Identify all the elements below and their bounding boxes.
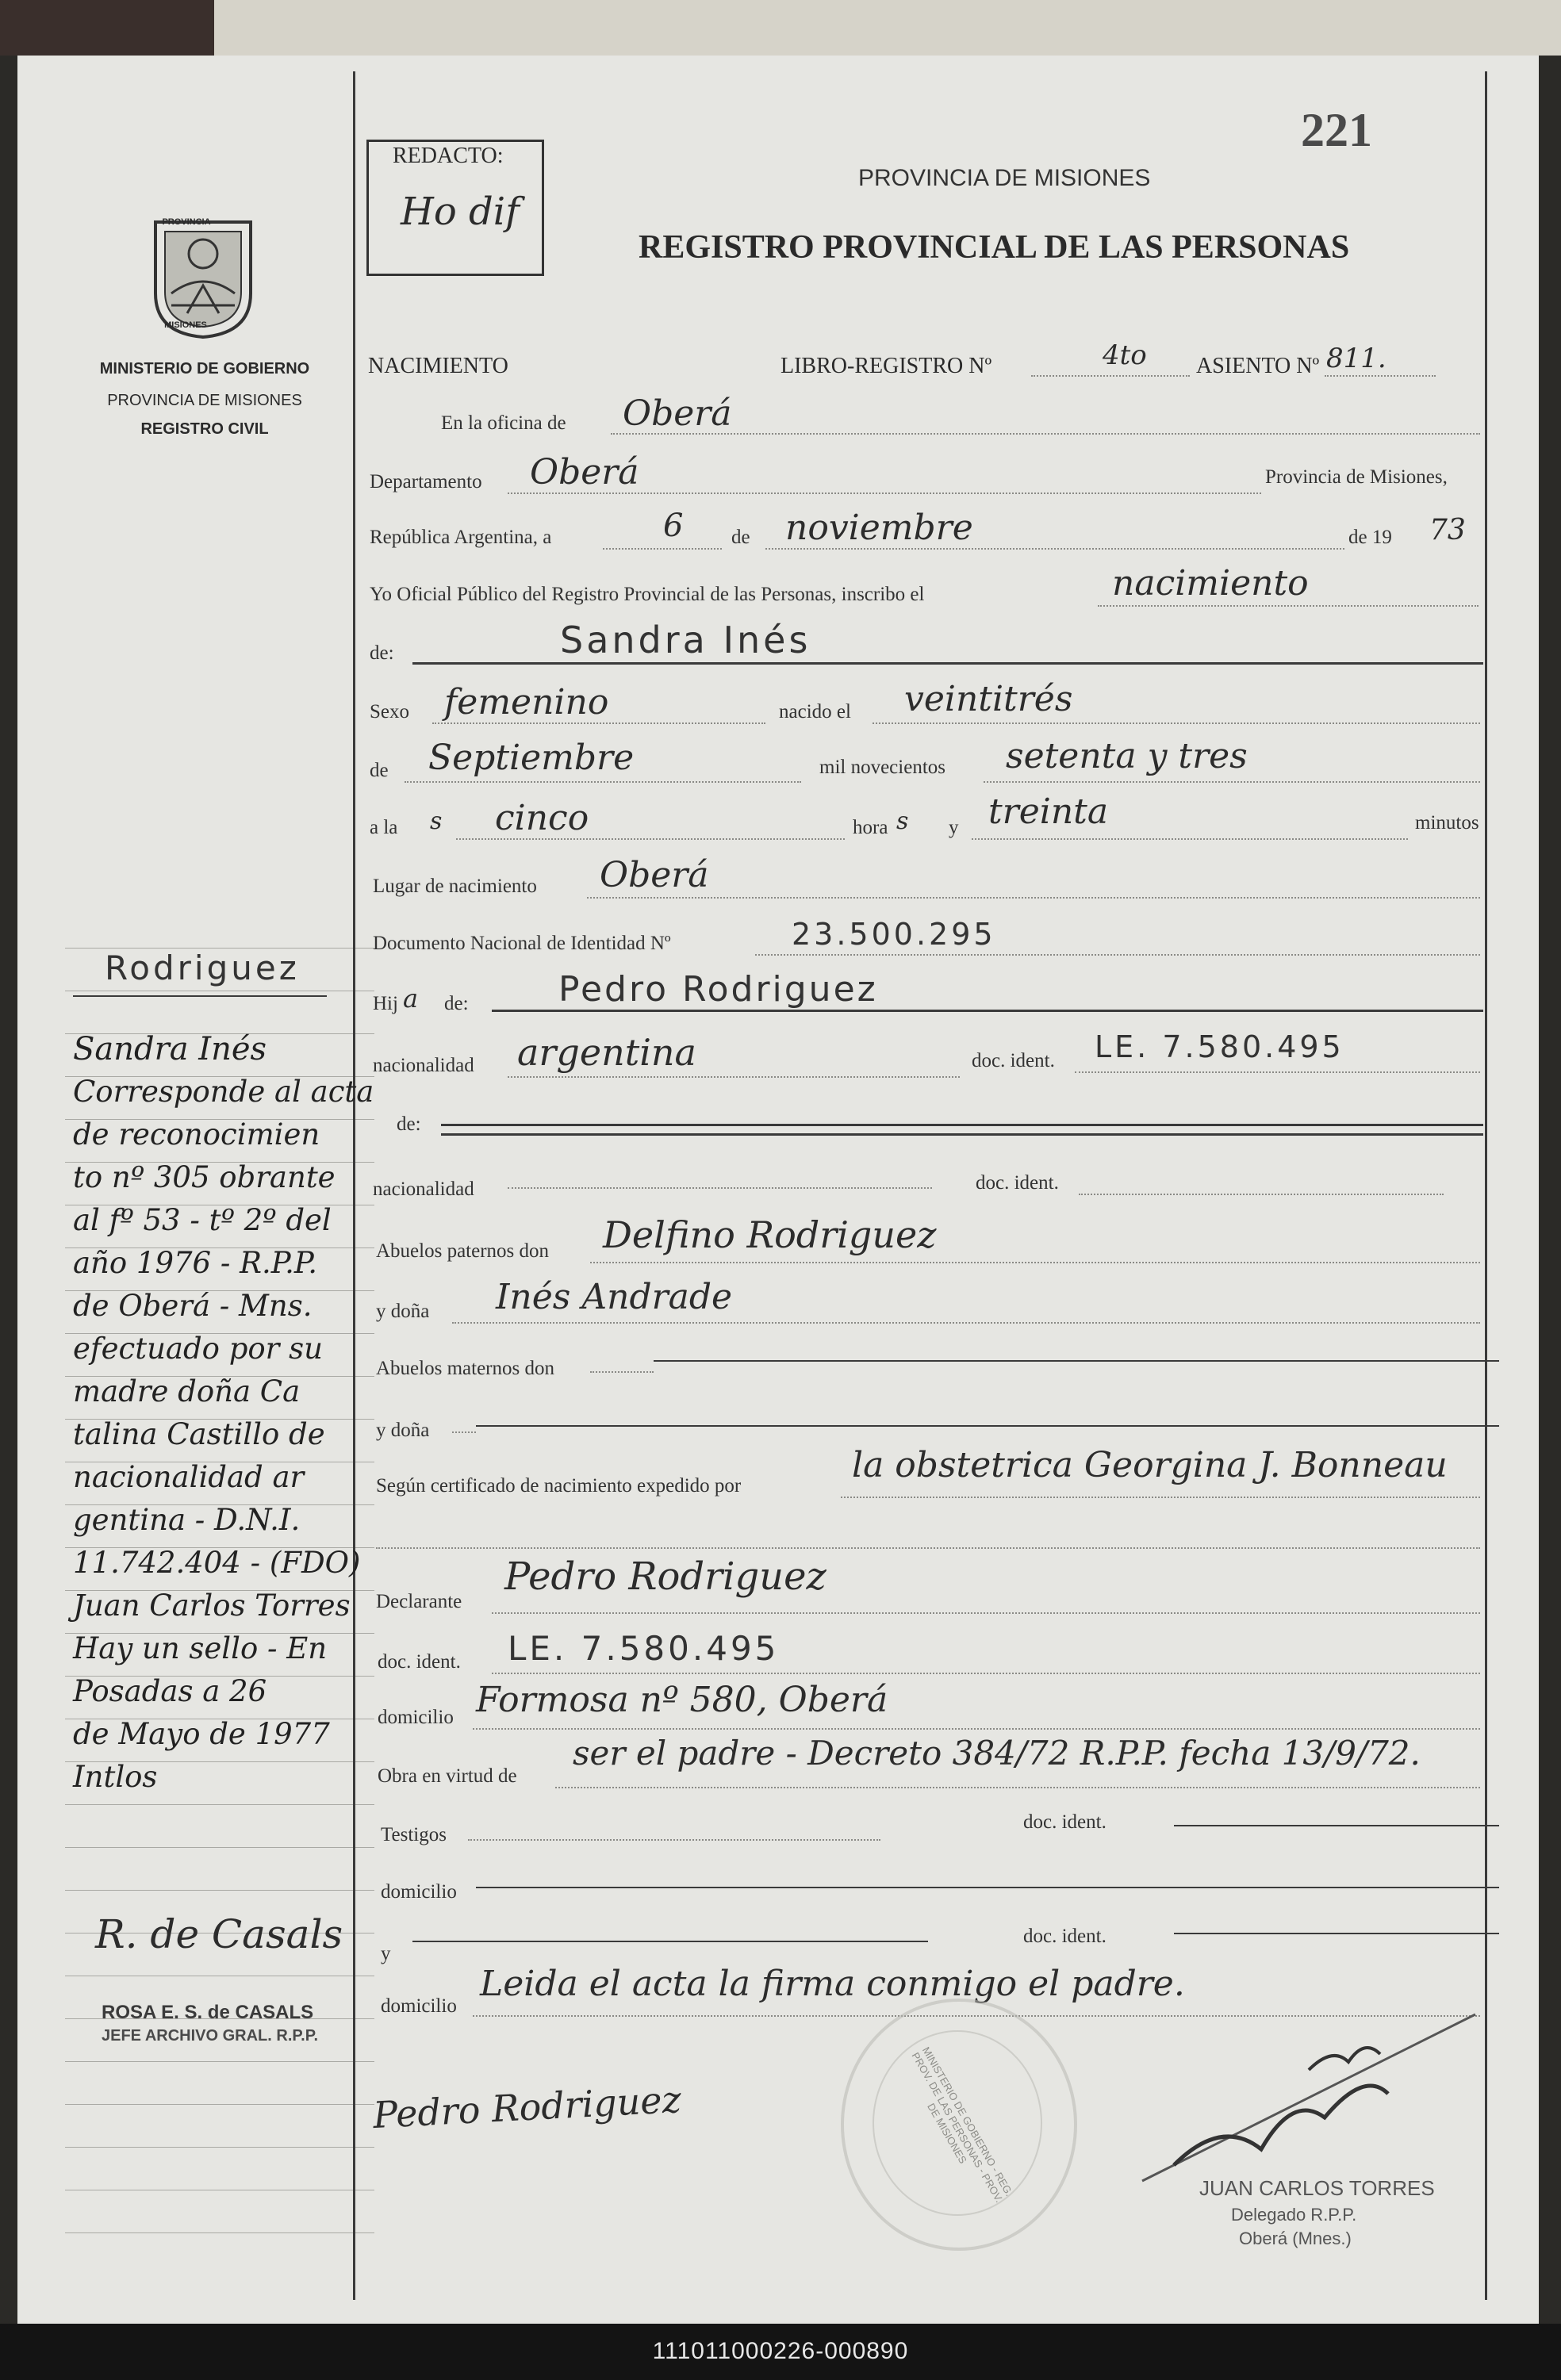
hora-value: cinco: [495, 798, 589, 838]
doc-ident4-label: doc. ident.: [1023, 1811, 1107, 1833]
declarante-doc-dotline: [492, 1672, 1480, 1674]
margin-ruled-line: [65, 1804, 374, 1805]
margin-note-line: de reconocimien: [73, 1117, 320, 1152]
departamento-label: Departamento: [370, 471, 482, 492]
nacido-anio: setenta y tres: [1006, 736, 1248, 776]
emblem-bottom-text: MISIONES: [164, 320, 207, 330]
mil-label: mil novecientos: [819, 757, 945, 778]
domicilio2-label: domicilio: [381, 1881, 457, 1903]
departamento-value: Oberá: [530, 452, 639, 492]
lugar-dotline: [587, 896, 1480, 899]
margin-note-line: Sandra Inés: [73, 1031, 267, 1067]
dia-dotline: [603, 547, 722, 550]
official-place: Oberá (Mnes.): [1239, 2229, 1352, 2248]
de-madre-label: de:: [397, 1113, 421, 1135]
anio-value: 73: [1429, 514, 1466, 546]
asiento-label: ASIENTO Nº: [1196, 354, 1320, 378]
ministry-line2: PROVINCIA DE MISIONES: [107, 392, 302, 409]
padre-signature: Pedro Rodriguez: [371, 2077, 683, 2137]
minutos-value: treinta: [988, 791, 1109, 832]
ydona2-line: [476, 1424, 1499, 1427]
certificado-extra-dotline: [376, 1546, 1480, 1549]
declarante-value: Pedro Rodriguez: [504, 1554, 827, 1599]
y-label: y: [949, 817, 959, 838]
declarante-dotline: [492, 1612, 1480, 1614]
sexo-value: femenino: [444, 682, 609, 722]
oficina-label: En la oficina de: [441, 412, 566, 434]
minutos-dotline: [972, 837, 1408, 840]
redacto-label: REDACTO:: [393, 144, 504, 168]
act-type: NACIMIENTO: [368, 354, 508, 378]
nacido-dia: veintitrés: [904, 679, 1073, 719]
margin-divider-line: [353, 71, 355, 2300]
de-label: de: [731, 527, 750, 548]
libro-label: LIBRO-REGISTRO Nº: [780, 354, 992, 378]
margin-note-line: madre doña Ca: [73, 1374, 301, 1408]
margin-note-line: Hay un sello - En: [73, 1631, 328, 1665]
oficina-dotline: [611, 432, 1480, 435]
margin-ruled-line: [65, 2147, 374, 2148]
margin-signature: R. de Casals: [95, 1911, 343, 1957]
certificado-dotline: [841, 1496, 1480, 1498]
nacido-anio-dotline: [984, 780, 1480, 783]
margin-note-line: to nº 305 obrante: [73, 1160, 336, 1194]
ala-label: a la: [370, 817, 398, 838]
margin-ruled-line: [65, 1890, 374, 1891]
page-number: 221: [1301, 104, 1372, 156]
republica-label: República Argentina, a: [370, 527, 552, 548]
horas-label: hora: [853, 817, 888, 838]
inscribo-value: nacimiento: [1112, 563, 1309, 604]
margin-surname: Rodriguez: [105, 949, 300, 987]
nacido-dotline: [873, 722, 1480, 724]
nombre-value: Sandra Inés: [560, 619, 811, 661]
abuelos-mat-label: Abuelos maternos don: [376, 1358, 554, 1379]
padre-value: Pedro Rodriguez: [558, 969, 878, 1010]
margin-stamp-line2: JEFE ARCHIVO GRAL. R.P.P.: [102, 2027, 319, 2045]
abuela-pat-value: Inés Andrade: [496, 1277, 733, 1317]
declarante-doc-value: LE. 7.580.495: [508, 1629, 780, 1668]
horas-s: s: [896, 807, 909, 835]
doc-ident5-label: doc. ident.: [1023, 1926, 1107, 1947]
official-seal-text: MINISTERIO DE GOBIERNO - REG. PROV. DE LAS PERSONAS - PROV. DE MISIONES: [909, 2045, 1016, 2205]
abuelos-pat-label: Abuelos paternos don: [376, 1240, 550, 1262]
nacido-mes-dotline: [405, 780, 801, 783]
nombre-line: [412, 661, 1483, 665]
y2-label: y: [381, 1943, 391, 1964]
hijo-label: Hij: [373, 993, 398, 1014]
domicilio-label: domicilio: [378, 1707, 454, 1728]
obra-value: ser el padre - Decreto 384/72 R.P.P. fecha 13/9/72.: [573, 1734, 1421, 1773]
inscribo-dotline: [1098, 604, 1479, 607]
book-edge: [0, 0, 214, 56]
lugar-label: Lugar de nacimiento: [373, 876, 537, 897]
margin-note-line: de Mayo de 1977: [73, 1717, 330, 1751]
nacionalidad2-label: nacionalidad: [373, 1179, 474, 1200]
certificado-value: la obstetrica Georgina J. Bonneau: [852, 1445, 1448, 1485]
official-name: JUAN CARLOS TORRES: [1199, 2176, 1435, 2200]
margin-ruled-line: [65, 1847, 374, 1848]
obra-dotline: [555, 1786, 1480, 1788]
provincia-suffix: Provincia de Misiones,: [1265, 466, 1448, 488]
margin-note-line: año 1976 - R.P.P.: [73, 1246, 318, 1280]
ydona2-label: y doña: [376, 1420, 430, 1441]
domicilio3-label: domicilio: [381, 1995, 457, 2017]
minutos-label: minutos: [1415, 812, 1479, 834]
dia-value: 6: [663, 508, 684, 544]
doc-ident5-line: [1174, 1932, 1499, 1934]
margin-note-line: Intlos: [73, 1760, 158, 1794]
domicilio-dotline: [473, 1727, 1480, 1730]
dni-value: 23.500.295: [792, 917, 996, 952]
asiento-dotline: [1325, 374, 1436, 377]
ministry-line1: MINISTERIO DE GOBIERNO: [99, 360, 310, 378]
nacionalidad2-dotline: [508, 1186, 932, 1189]
declarante-label: Declarante: [376, 1591, 462, 1612]
doc-ident2-dotline: [1079, 1193, 1444, 1195]
madre-line-2: [441, 1133, 1483, 1136]
anio-label: de 19: [1348, 527, 1392, 548]
ydona-label: y doña: [376, 1301, 430, 1322]
header-title: REGISTRO PROVINCIAL DE LAS PERSONAS: [639, 229, 1350, 266]
yo-oficial-label: Yo Oficial Público del Registro Provincial de las Personas, inscribo el: [370, 584, 925, 605]
padre-doc-value: LE. 7.580.495: [1095, 1029, 1344, 1064]
header-province: PROVINCIA DE MISIONES: [858, 165, 1151, 191]
margin-note-line: 11.742.404 - (FDO): [73, 1546, 361, 1580]
margin-note-line: nacionalidad ar: [73, 1460, 305, 1494]
madre-line-1: [441, 1123, 1483, 1126]
padre-doc-dotline: [1075, 1071, 1480, 1073]
margin-note-line: gentina - D.N.I.: [73, 1503, 301, 1537]
hijo-de-label: de:: [444, 993, 469, 1014]
ala-s: s: [430, 807, 443, 835]
ministry-line3: REGISTRO CIVIL: [140, 420, 269, 438]
abuelos-mat-dotline: [590, 1370, 654, 1373]
lugar-value: Oberá: [600, 855, 709, 895]
margin-ruled-line: [65, 2104, 374, 2105]
doc-ident3-label: doc. ident.: [378, 1651, 461, 1673]
doc-ident2-label: doc. ident.: [976, 1172, 1059, 1194]
official-signature-strokes: [1126, 1999, 1491, 2197]
asiento-value: 811.: [1326, 343, 1386, 374]
mes-value: noviembre: [785, 508, 973, 548]
emblem-top-text: PROVINCIA: [162, 217, 211, 227]
certificado-label: Según certificado de nacimiento expedido por: [376, 1475, 742, 1497]
dni-dotline: [755, 953, 1480, 956]
abuela-pat-dotline: [452, 1321, 1480, 1324]
y2-line: [412, 1940, 928, 1942]
nacido-mes: Septiembre: [428, 738, 635, 778]
margin-note-line: talina Castillo de: [73, 1417, 325, 1451]
sexo-label: Sexo: [370, 701, 409, 722]
abuelo-pat-value: Delfino Rodriguez: [603, 1213, 937, 1256]
dni-label: Documento Nacional de Identidad Nº: [373, 933, 671, 954]
testigos-dotline: [468, 1838, 880, 1841]
margin-stamp-line1: ROSA E. S. de CASALS: [102, 2002, 314, 2023]
cierre-value: Leida el acta la firma conmigo el padre.: [480, 1964, 1185, 2004]
abuelo-pat-dotline: [590, 1261, 1480, 1263]
top-strip: [0, 0, 1561, 56]
hijo-suffix: a: [403, 983, 419, 1014]
ydona2-dotline: [452, 1431, 476, 1433]
margin-note-line: efectuado por su: [73, 1332, 323, 1366]
margin-note-line: de Oberá - Mns.: [73, 1289, 313, 1323]
libro-value: 4to: [1103, 339, 1147, 371]
doc-ident4-line: [1174, 1824, 1499, 1826]
margin-note-line: Corresponde al acta: [73, 1075, 374, 1109]
footer-code: 111011000226-000890: [652, 2338, 909, 2364]
margin-note-line: al fº 53 - tº 2º del: [73, 1203, 332, 1237]
margin-ruled-line: [65, 2232, 374, 2233]
margin-surname-line: [73, 995, 327, 997]
official-title: Delegado R.P.P.: [1231, 2205, 1357, 2225]
margin-note-line: Posadas a 26: [73, 1674, 267, 1708]
footer-bar: [0, 2324, 1561, 2380]
margin-note-line: Juan Carlos Torres: [73, 1589, 351, 1623]
testigos-label: Testigos: [381, 1824, 447, 1845]
redacto-box: [366, 140, 544, 276]
abuelos-mat-line: [654, 1359, 1499, 1362]
margin-ruled-line: [65, 2061, 374, 2062]
right-border-line: [1485, 71, 1487, 2300]
nacionalidad-label: nacionalidad: [373, 1055, 474, 1076]
oficina-value: Oberá: [623, 393, 732, 434]
libro-dotline: [1031, 374, 1190, 377]
nacionalidad-value: argentina: [517, 1031, 696, 1074]
nacido-label: nacido el: [779, 701, 851, 722]
redacto-value: Ho dif: [401, 190, 520, 234]
nacionalidad-dotline: [508, 1075, 960, 1078]
obra-label: Obra en virtud de: [378, 1765, 517, 1787]
doc-ident-label: doc. ident.: [972, 1050, 1055, 1071]
domicilio-value: Formosa nº 580, Oberá: [476, 1680, 888, 1720]
de-mes-label: de: [370, 760, 389, 781]
domicilio2-line: [476, 1886, 1499, 1888]
de-nombre-label: de:: [370, 642, 394, 664]
